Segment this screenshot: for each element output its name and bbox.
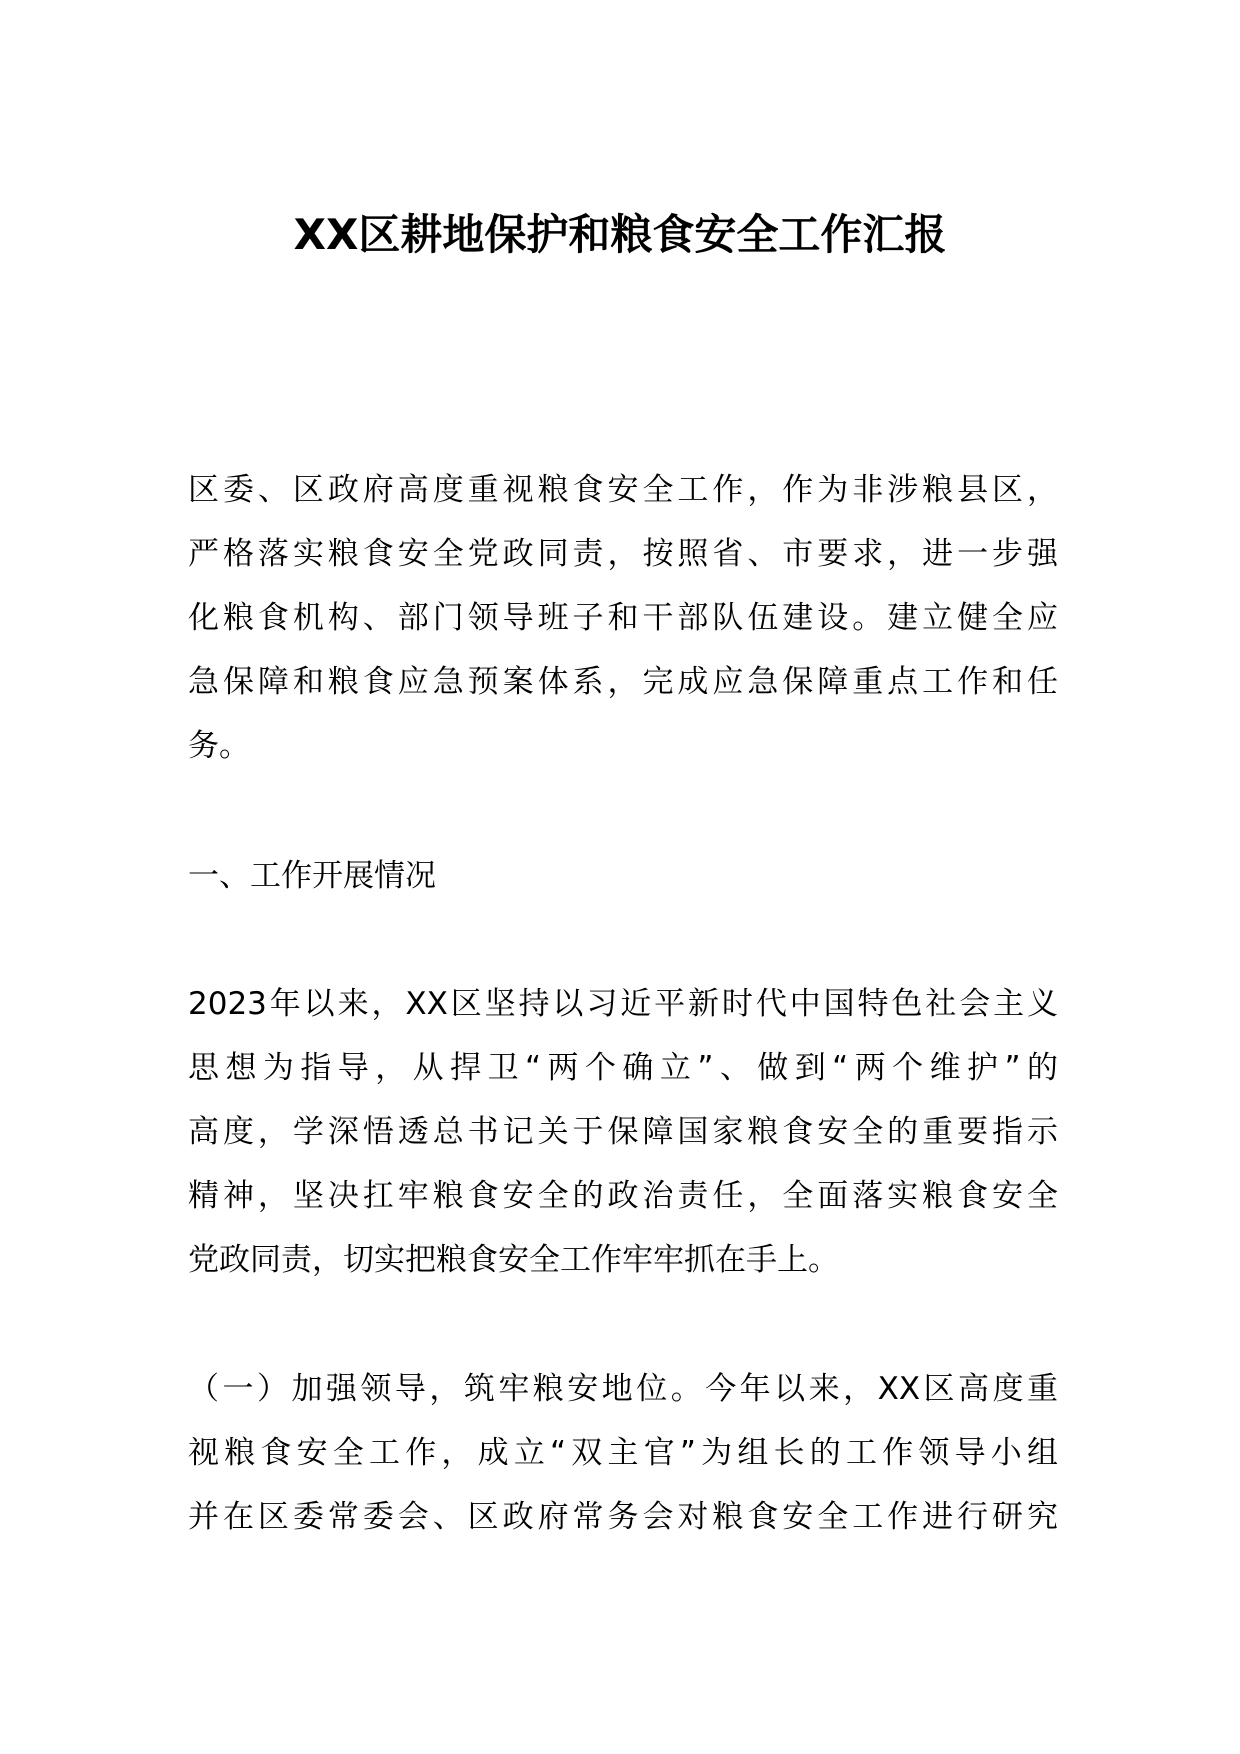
paragraph-line: 2023年以来，XX区坚持以习近平新时代中国特色社会主义 [188, 986, 1058, 1022]
paragraph-line: 务。 [188, 728, 250, 764]
section-heading [188, 844, 1058, 908]
paragraph-line: 高度，学深悟透总书记关于保障国家粮食安全的重要指示 [188, 1114, 1058, 1150]
paragraph-line: 思想为指导，从捍卫“两个确立”、做到“两个维护”的 [188, 1050, 1058, 1086]
leadership-paragraph [188, 1357, 1058, 1549]
paragraph-line: 精神，坚决扛牢粮食安全的政治责任，全面落实粮食安全 [188, 1178, 1058, 1214]
paragraph-line: 视粮食安全工作，成立“双主官”为组长的工作领导小组 [188, 1435, 1058, 1471]
paragraph-line: （一）加强领导，筑牢粮安地位。今年以来，XX区高度重 [188, 1371, 1058, 1407]
paragraph-line: 化粮食机构、部门领导班子和干部队伍建设。建立健全应 [188, 600, 1058, 636]
paragraph-line: 区委、区政府高度重视粮食安全工作，作为非涉粮县区， [188, 472, 1058, 508]
intro-paragraph [188, 458, 1058, 778]
paragraph-line: 党政同责，切实把粮食安全工作牢牢抓在手上。 [188, 1242, 839, 1278]
section-heading-text: 一、工作开展情况 [188, 858, 436, 894]
paragraph-line: 并在区委常委会、区政府常务会对粮食安全工作进行研究 [188, 1499, 1058, 1535]
document-title: XX区耕地保护和粮食安全工作汇报 [293, 210, 947, 259]
paragraph-line: 严格落实粮食安全党政同责，按照省、市要求，进一步强 [188, 536, 1058, 572]
work-progress-paragraph [188, 972, 1058, 1292]
paragraph-line: 急保障和粮食应急预案体系，完成应急保障重点工作和任 [188, 664, 1058, 700]
